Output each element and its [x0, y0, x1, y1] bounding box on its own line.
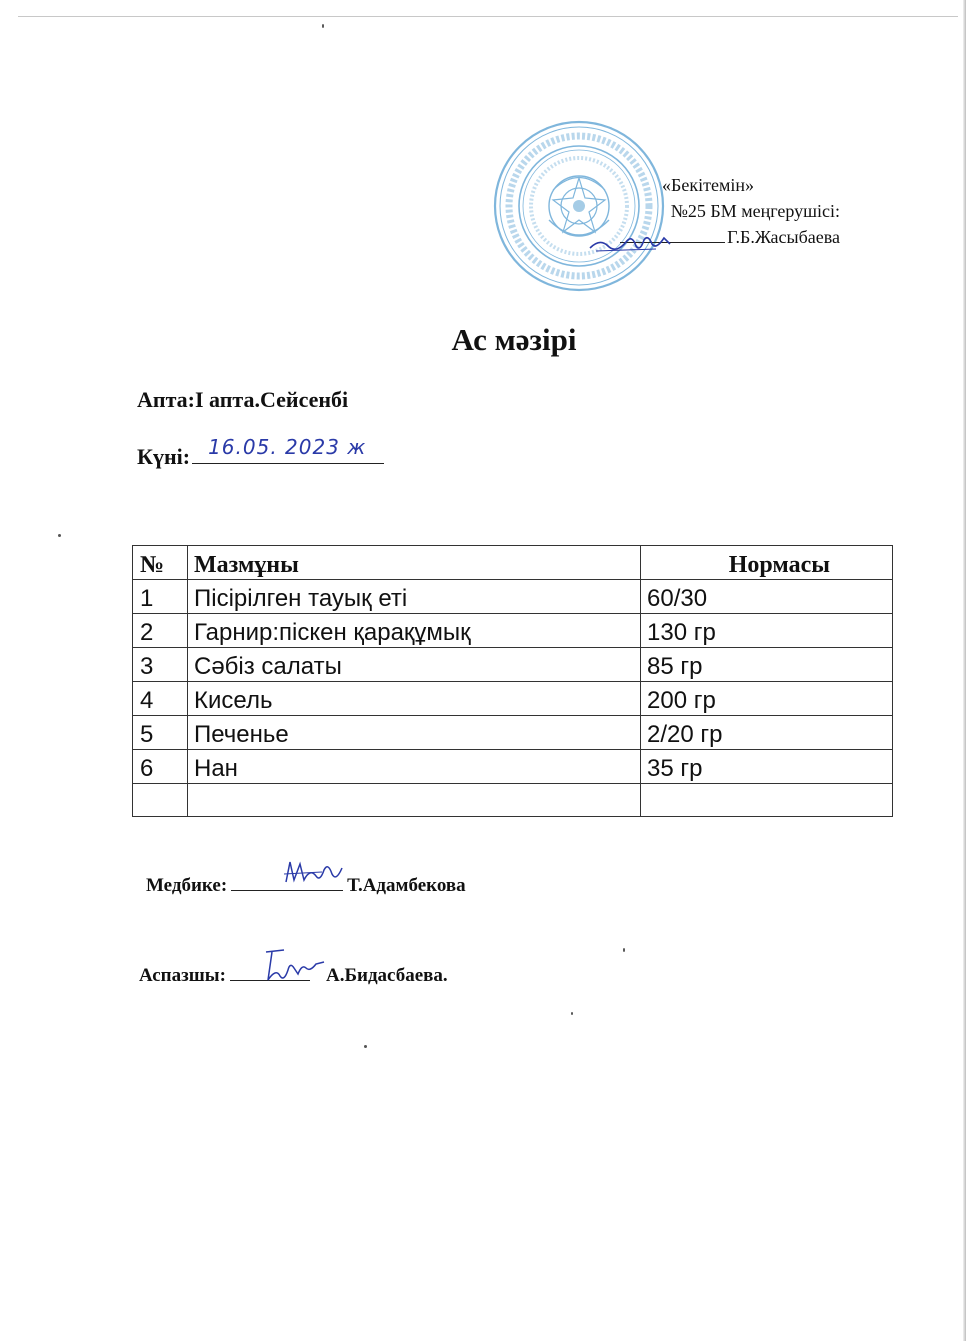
row-dish: Сәбіз салаты: [188, 648, 641, 682]
scan-speck: [364, 1045, 367, 1048]
table-row: [133, 614, 893, 648]
scan-speck: [58, 534, 61, 537]
header-content: Мазмұны: [188, 546, 641, 580]
approval-position: №25 БМ меңгерушісі:: [670, 201, 840, 221]
director-signature: [586, 228, 676, 258]
table-row: [133, 682, 893, 716]
table-header-row: [133, 546, 893, 580]
date-handwritten: 16.05. 2023 ж: [208, 435, 367, 459]
row-norm: 35 гр: [641, 750, 893, 784]
date-row: [137, 435, 384, 470]
scan-speck: [571, 1012, 573, 1015]
row-number: 3: [133, 648, 188, 682]
scan-edge-top: [18, 16, 958, 17]
table-row: [133, 648, 893, 682]
header-number: №: [133, 546, 188, 580]
table-row-empty: [133, 784, 893, 817]
row-norm: 130 гр: [641, 614, 893, 648]
row-dish: Пісірілген тауық еті: [188, 580, 641, 614]
empty-cell: [641, 784, 893, 817]
cook-signature: [258, 946, 330, 986]
date-field: [192, 435, 384, 464]
row-norm: 85 гр: [641, 648, 893, 682]
header-norm: Нормасы: [641, 546, 893, 580]
nurse-name: Т.Адамбекова: [347, 875, 466, 896]
row-number: 4: [133, 682, 188, 716]
empty-cell: [188, 784, 641, 817]
row-dish: Гарнир:піскен қарақұмық: [188, 614, 641, 648]
approval-heading: «Бекітемін»: [662, 175, 754, 195]
row-number: 5: [133, 716, 188, 750]
nurse-label: Медбике:: [146, 875, 228, 896]
date-label: Күні:: [137, 444, 191, 469]
nurse-signature: [282, 856, 352, 890]
director-name: Г.Б.Жасыбаева: [727, 227, 840, 247]
row-number: 2: [133, 614, 188, 648]
row-dish: Печенье: [188, 716, 641, 750]
scan-speck: [623, 948, 625, 952]
table-row: [133, 580, 893, 614]
row-number: 6: [133, 750, 188, 784]
row-dish: Нан: [188, 750, 641, 784]
cook-label: Аспазшы:: [139, 965, 226, 986]
table-row: [133, 750, 893, 784]
row-norm: 2/20 гр: [641, 716, 893, 750]
scan-edge-right: [963, 0, 966, 1341]
empty-cell: [133, 784, 188, 817]
cook-name: А.Бидасбаева.: [325, 965, 448, 986]
week-line: Апта:І апта.Сейсенбі: [137, 387, 349, 412]
row-dish: Кисель: [188, 682, 641, 716]
menu-table: [132, 545, 893, 817]
scan-speck: [322, 24, 324, 28]
row-norm: 200 гр: [641, 682, 893, 716]
page-title: Ас мәзірі: [451, 322, 577, 357]
table-row: [133, 716, 893, 750]
row-norm: 60/30: [641, 580, 893, 614]
row-number: 1: [133, 580, 188, 614]
